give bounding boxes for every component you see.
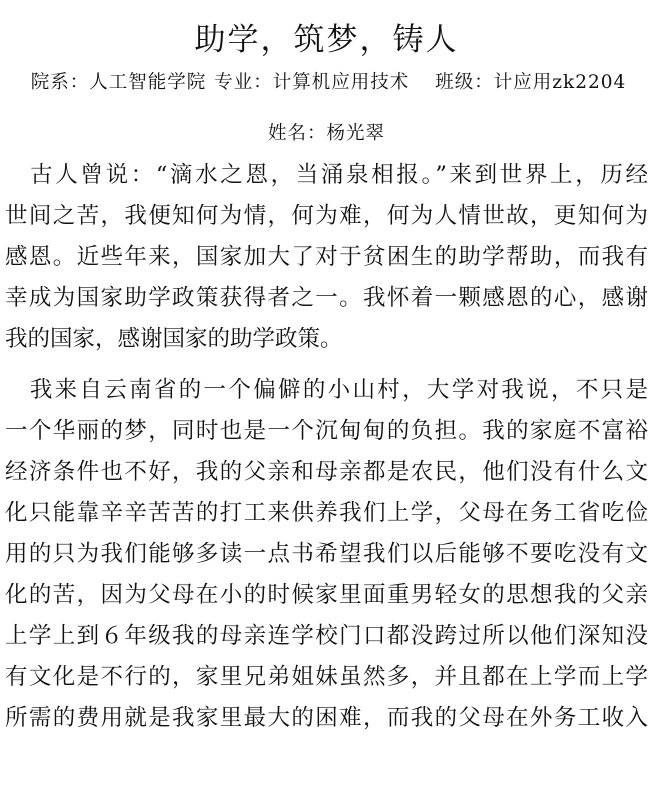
text-line: 有文化是不行的，家里兄弟姐妹虽然多，并且都在上学而上学 xyxy=(5,664,648,690)
text-line: 上学上到６年级我的母亲连学校门口都没跨过所以他们深知没 xyxy=(5,623,648,649)
paragraph-2 xyxy=(5,376,648,745)
text-line: 用的只为我们能够多读一点书希望我们以后能够不要吃没有文 xyxy=(5,541,648,567)
text-line: 世间之苦，我便知何为情，何为难，何为人情世故，更知何为 xyxy=(5,203,648,229)
text-line: 我的国家，感谢国家的助学政策。 xyxy=(5,326,343,352)
text-line: 幸成为国家助学政策获得者之一。我怀着一颗感恩的心，感谢 xyxy=(5,285,648,311)
text-line: 所需的费用就是我家里最大的困难，而我的父母在外务工收入 xyxy=(5,705,648,731)
text-line: 感恩。近些年来，国家加大了对于贫困生的助学帮助，而我有 xyxy=(5,244,648,270)
major-info: 专业：计算机应用技术 xyxy=(214,72,410,93)
text-line: 一个华丽的梦，同时也是一个沉甸甸的负担。我的家庭不富裕 xyxy=(5,418,648,444)
text-line: 化只能靠辛辛苦苦的打工来供养我们上学，父母在务工省吃俭 xyxy=(5,500,648,526)
text-line: 化的苦，因为父母在小的时候家里面重男轻女的思想我的父亲 xyxy=(5,582,648,608)
class-info: 班级：计应用zk2204 xyxy=(435,72,627,93)
author-info-line xyxy=(6,68,651,94)
author-name: 姓名：杨光翠 xyxy=(267,123,385,144)
department-info: 院系：人工智能学院 xyxy=(30,72,207,93)
essay-body xyxy=(5,161,648,745)
text-line: 古人曾说：“滴水之恩，当涌泉相报。”来到世界上，历经 xyxy=(5,162,648,188)
text-line: 我来自云南省的一个偏僻的小山村，大学对我说，不只是 xyxy=(5,377,648,403)
essay-title: 助学，筑梦，铸人 xyxy=(194,22,459,58)
paragraph-1 xyxy=(5,161,648,366)
text-line: 经济条件也不好，我的父亲和母亲都是农民，他们没有什么文 xyxy=(5,459,648,485)
